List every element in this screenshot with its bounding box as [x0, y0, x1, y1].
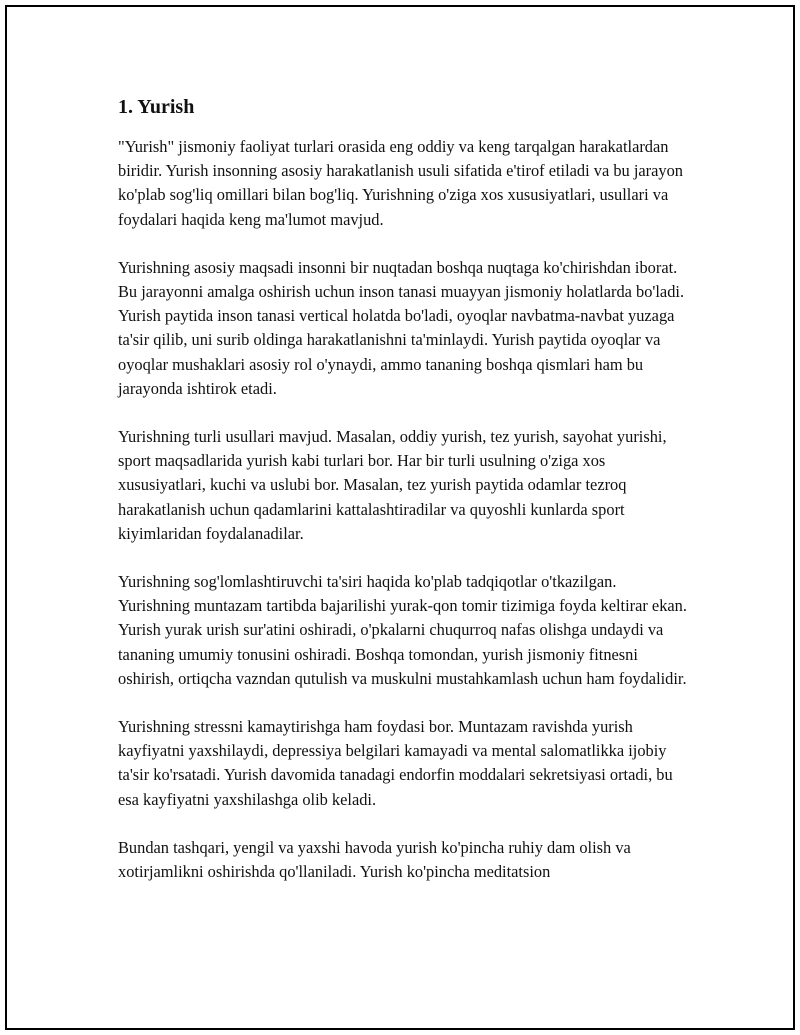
document-body [118, 93, 688, 908]
paragraph-5: Yurishning stressni kamaytirishga ham foydasi bor. Muntazam ravishda yurish kayfiyatni yaxshilaydi, depressiya belgilari kamayadi va mental salomatlikka ijobiy ta'sir ko'rsatadi. Yurish davomida tanadagi endorfin moddalari sekretsiyasi ortadi, bu esa kayfiyatni yaxshilashga olib keladi. [118, 717, 673, 809]
document-page [5, 5, 795, 1030]
paragraph-1: "Yurish" jismoniy faoliyat turlari orasida eng oddiy va keng tarqalgan harakatlardan biridir. Yurish insonning asosiy harakatlanish usuli sifatida e'tirof etiladi va bu jarayon ko'plab sog'liq omillari bilan bog'liq. Yurishning o'ziga xos xususiyatlari, usullari va foydalari haqida keng ma'lumot mavjud. [118, 137, 683, 229]
paragraph-3: Yurishning turli usullari mavjud. Masalan, oddiy yurish, tez yurish, sayohat yurishi, sport maqsadlarida yurish kabi turlari bor. Har bir turli usulning o'ziga xos xususiyatlari, kuchi va uslubi bor. Masalan, tez yurish paytida odamlar tezroq harakatlanish uchun qadamlarini kattalashtiradilar va quyoshli kunlarda sport kiyimlaridan foydalanadilar. [118, 427, 667, 543]
section-heading: 1. Yurish [118, 96, 195, 118]
paragraph-4: Yurishning sog'lomlashtiruvchi ta'siri haqida ko'plab tadqiqotlar o'tkazilgan. Yurishning muntazam tartibda bajarilishi yurak-qon tomir tizimiga foyda keltirar ekan. Yurish yurak urish sur'atini oshiradi, o'pkalarni chuqurroq nafas olishga undaydi va tananing umumiy tonusini oshiradi. Boshqa tomondan, yurish jismoniy fitnesni oshirish, ortiqcha vazndan qutulish va muskulni mustahkamlash uchun ham foydalidir. [118, 572, 687, 688]
paragraph-2: Yurishning asosiy maqsadi insonni bir nuqtadan boshqa nuqtaga ko'chirishdan iborat. Bu jarayonni amalga oshirish uchun inson tanasi muayyan jismoniy holatlarda bo'ladi. Yurish paytida inson tanasi vertical holatda bo'ladi, oyoqlar navbatma-navbat yuzaga ta'sir qilib, uni surib oldinga harakatlanishni ta'minlaydi. Yurish paytida oyoqlar va oyoqlar mushaklari asosiy rol o'ynaydi, ammo tananing boshqa qismlari ham bu jarayonda ishtirok etadi. [118, 257, 685, 398]
paragraph-6: Bundan tashqari, yengil va yaxshi havoda yurish ko'pincha ruhiy dam olish va xotirjamlikni oshirishda qo'llaniladi. Yurish ko'pincha meditatsion [118, 837, 631, 882]
